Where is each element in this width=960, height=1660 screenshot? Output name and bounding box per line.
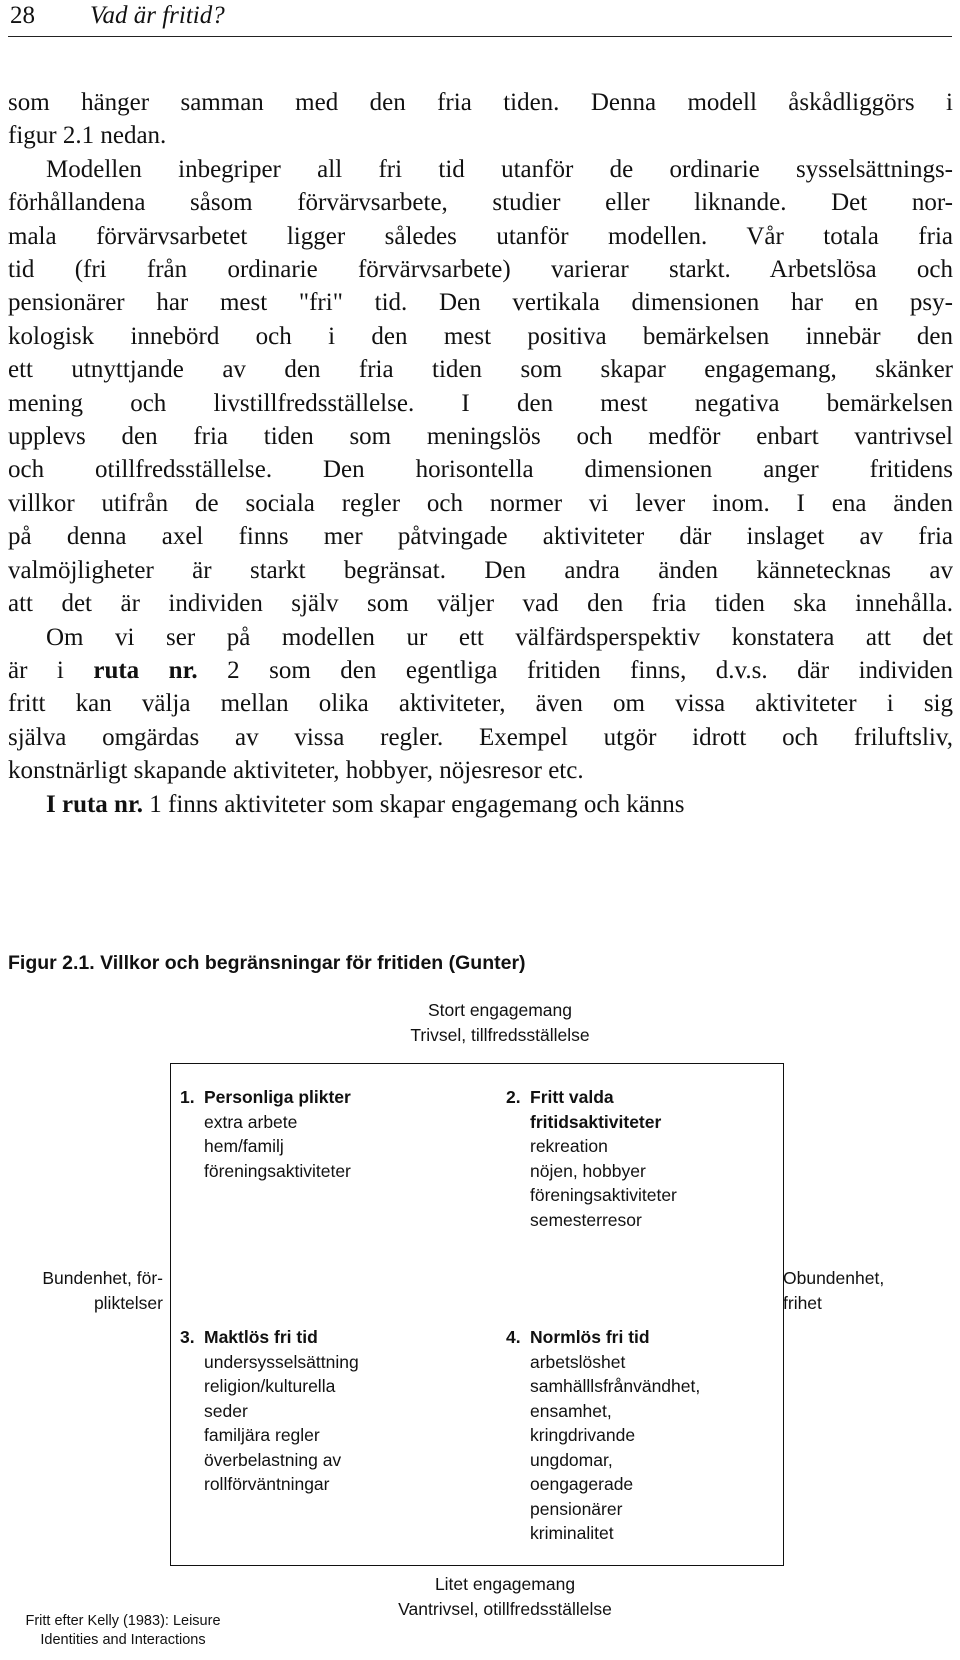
text-line: Om vi ser på modellen ur ett välfärdsperspektiv konstatera att det bbox=[46, 623, 953, 651]
quadrant-title: Personliga plikter bbox=[204, 1087, 351, 1107]
axis-label-line: Litet engagemang bbox=[434, 1574, 576, 1594]
quadrant-title: Normlös fri tid bbox=[530, 1327, 650, 1347]
text-line: kologisk innebörd och i den mest positiva bemärkelsen innebär den bbox=[8, 322, 953, 350]
quadrant-3 bbox=[180, 1325, 359, 1497]
quadrant-item: religion/kulturella bbox=[204, 1376, 336, 1396]
axis-label-line: Bundenhet, för- bbox=[42, 1268, 163, 1288]
quadrant-item: kringdrivande bbox=[530, 1425, 636, 1445]
text-line: figur 2.1 nedan. bbox=[8, 122, 167, 150]
quadrant-item: extra arbete bbox=[204, 1111, 298, 1132]
quadrant-item: familjära regler bbox=[204, 1425, 320, 1445]
text-line: och otillfredsställelse. Den horisontella dimensionen anger fritidens bbox=[8, 456, 953, 484]
text-line: villkor utifrån de sociala regler och normer vi lever inom. I ena änden bbox=[8, 489, 953, 517]
bold-text: I ruta nr. bbox=[46, 790, 144, 818]
text-line: konstnärligt skapande aktiviteter, hobbyer, nöjesresor etc. bbox=[8, 757, 584, 785]
text-line: fritt kan välja mellan olika aktiviteter, även om vissa aktiviteter i sig bbox=[8, 690, 953, 718]
quadrant-item: hem/familj bbox=[204, 1136, 284, 1156]
quadrant-heading bbox=[506, 1085, 677, 1134]
text-line: pensionärer har mest "fri" tid. Den vertikala dimensionen har en psy- bbox=[8, 289, 953, 317]
text-line: Modellen inbegriper all fri tid utanför de ordinarie sysselsättnings- bbox=[46, 155, 953, 183]
quadrant-item: seder bbox=[204, 1400, 248, 1421]
axis-label-line: Trivsel, tillfredsställelse bbox=[410, 1024, 590, 1045]
text-line: att det är individen själv som väljer vad den fria tiden ska innehålla. bbox=[8, 590, 953, 618]
source-note bbox=[8, 1612, 238, 1650]
axis-label-top bbox=[280, 998, 720, 1047]
text-line: som hänger samman med den fria tiden. Denna modell åskådliggörs i bbox=[8, 89, 953, 116]
quadrant-heading bbox=[180, 1085, 351, 1110]
quadrant-heading bbox=[180, 1325, 359, 1350]
axis-label-right bbox=[783, 1266, 953, 1315]
text-line: tid (fri från ordinarie förvärvsarbete) varierar starkt. Arbetslösa och bbox=[8, 256, 953, 284]
quadrant-item: ungdomar, bbox=[530, 1449, 613, 1470]
page-header bbox=[8, 0, 952, 37]
quadrant-title-line: fritidsaktiviteter bbox=[530, 1111, 662, 1132]
quadrant-item: undersysselsättning bbox=[204, 1351, 359, 1372]
body-text bbox=[8, 86, 953, 821]
quadrant-items bbox=[180, 1110, 351, 1184]
bold-text: ruta nr. bbox=[93, 656, 198, 684]
text-line: på denna axel finns mer påtvingade aktiviteter där inslaget av fria bbox=[8, 523, 953, 551]
quadrant-heading bbox=[506, 1325, 700, 1350]
quadrant-item: semesterresor bbox=[530, 1209, 642, 1230]
text-line: mening och livstillfredsställelse. I den mest negativa bemärkelsen bbox=[8, 389, 953, 417]
quadrant-4 bbox=[506, 1325, 700, 1546]
text-line: upplevs den fria tiden som meningslös och medför enbart vantrivsel bbox=[8, 423, 953, 451]
source-note-line: Fritt efter Kelly (1983): Leisure bbox=[25, 1613, 221, 1629]
text-run: 1 finns aktiviteter som skapar engagemang och känns bbox=[143, 790, 685, 818]
axis-label-left bbox=[0, 1266, 163, 1315]
text-line: själva omgärdas av vissa regler. Exempel utgör idrott och friluftsliv, bbox=[8, 723, 953, 751]
quadrant-item: rollförväntningar bbox=[204, 1474, 330, 1494]
quadrant-number: 1. bbox=[180, 1087, 195, 1107]
axis-label-bottom bbox=[330, 1572, 680, 1621]
quadrant-1 bbox=[180, 1085, 351, 1183]
quadrant-item: nöjen, hobbyer bbox=[530, 1160, 646, 1181]
text-line bbox=[8, 788, 953, 821]
quadrant-item: föreningsaktiviteter bbox=[204, 1160, 351, 1181]
source-note-line: Identities and Interactions bbox=[40, 1632, 206, 1648]
quadrant-item: föreningsaktiviteter bbox=[530, 1185, 677, 1205]
quadrant-items bbox=[506, 1350, 700, 1546]
axis-label-line: Vantrivsel, otillfredsställelse bbox=[398, 1598, 612, 1619]
quadrant-item: ensamhet, bbox=[530, 1400, 612, 1421]
figure-caption: Figur 2.1. Villkor och begränsningar för fritiden (Gunter) bbox=[8, 952, 526, 974]
quadrant-title-line: Fritt valda bbox=[530, 1087, 614, 1107]
quadrant-2 bbox=[506, 1085, 677, 1232]
text-line: förhållandena såsom förvärvsarbete, studier eller liknande. Det nor- bbox=[8, 189, 953, 217]
quadrant-number: 4. bbox=[506, 1327, 521, 1347]
quadrant-item: överbelastning av bbox=[204, 1449, 342, 1470]
text-run: 2 som den egentliga fritiden finns, d.v.s. där individen bbox=[197, 656, 953, 684]
quadrant-item: pensionärer bbox=[530, 1498, 623, 1519]
quadrant-items bbox=[180, 1350, 359, 1497]
quadrant-item: arbetslöshet bbox=[530, 1351, 626, 1372]
quadrant-item: samhälllsfrånvändhet, bbox=[530, 1376, 701, 1396]
page-number: 28 bbox=[10, 2, 35, 29]
quadrant-title: Maktlös fri tid bbox=[204, 1327, 318, 1347]
text-run: är i bbox=[8, 656, 94, 684]
axis-label-line: Obundenhet, bbox=[783, 1268, 885, 1288]
text-line: valmöjligheter är starkt begränsat. Den andra änden kännetecknas av bbox=[8, 556, 953, 584]
axis-label-line: frihet bbox=[783, 1292, 822, 1313]
axis-label-line: pliktelser bbox=[93, 1292, 163, 1313]
running-title: Vad är fritid? bbox=[90, 2, 225, 29]
quadrant-number: 3. bbox=[180, 1327, 195, 1347]
quadrant-number: 2. bbox=[506, 1087, 521, 1107]
text-line: ett utnyttjande av den fria tiden som skapar engagemang, skänker bbox=[8, 356, 953, 384]
quadrant-item: rekreation bbox=[530, 1136, 608, 1156]
quadrant-items bbox=[506, 1134, 677, 1232]
quadrant-item: kriminalitet bbox=[530, 1523, 614, 1543]
text-line: mala förvärvsarbetet ligger således utanför modellen. Vår totala fria bbox=[8, 222, 953, 250]
text-line bbox=[8, 654, 953, 687]
quadrant-item: oengagerade bbox=[530, 1474, 634, 1494]
axis-label-line: Stort engagemang bbox=[428, 1000, 572, 1020]
quadrant-title bbox=[530, 1085, 661, 1134]
